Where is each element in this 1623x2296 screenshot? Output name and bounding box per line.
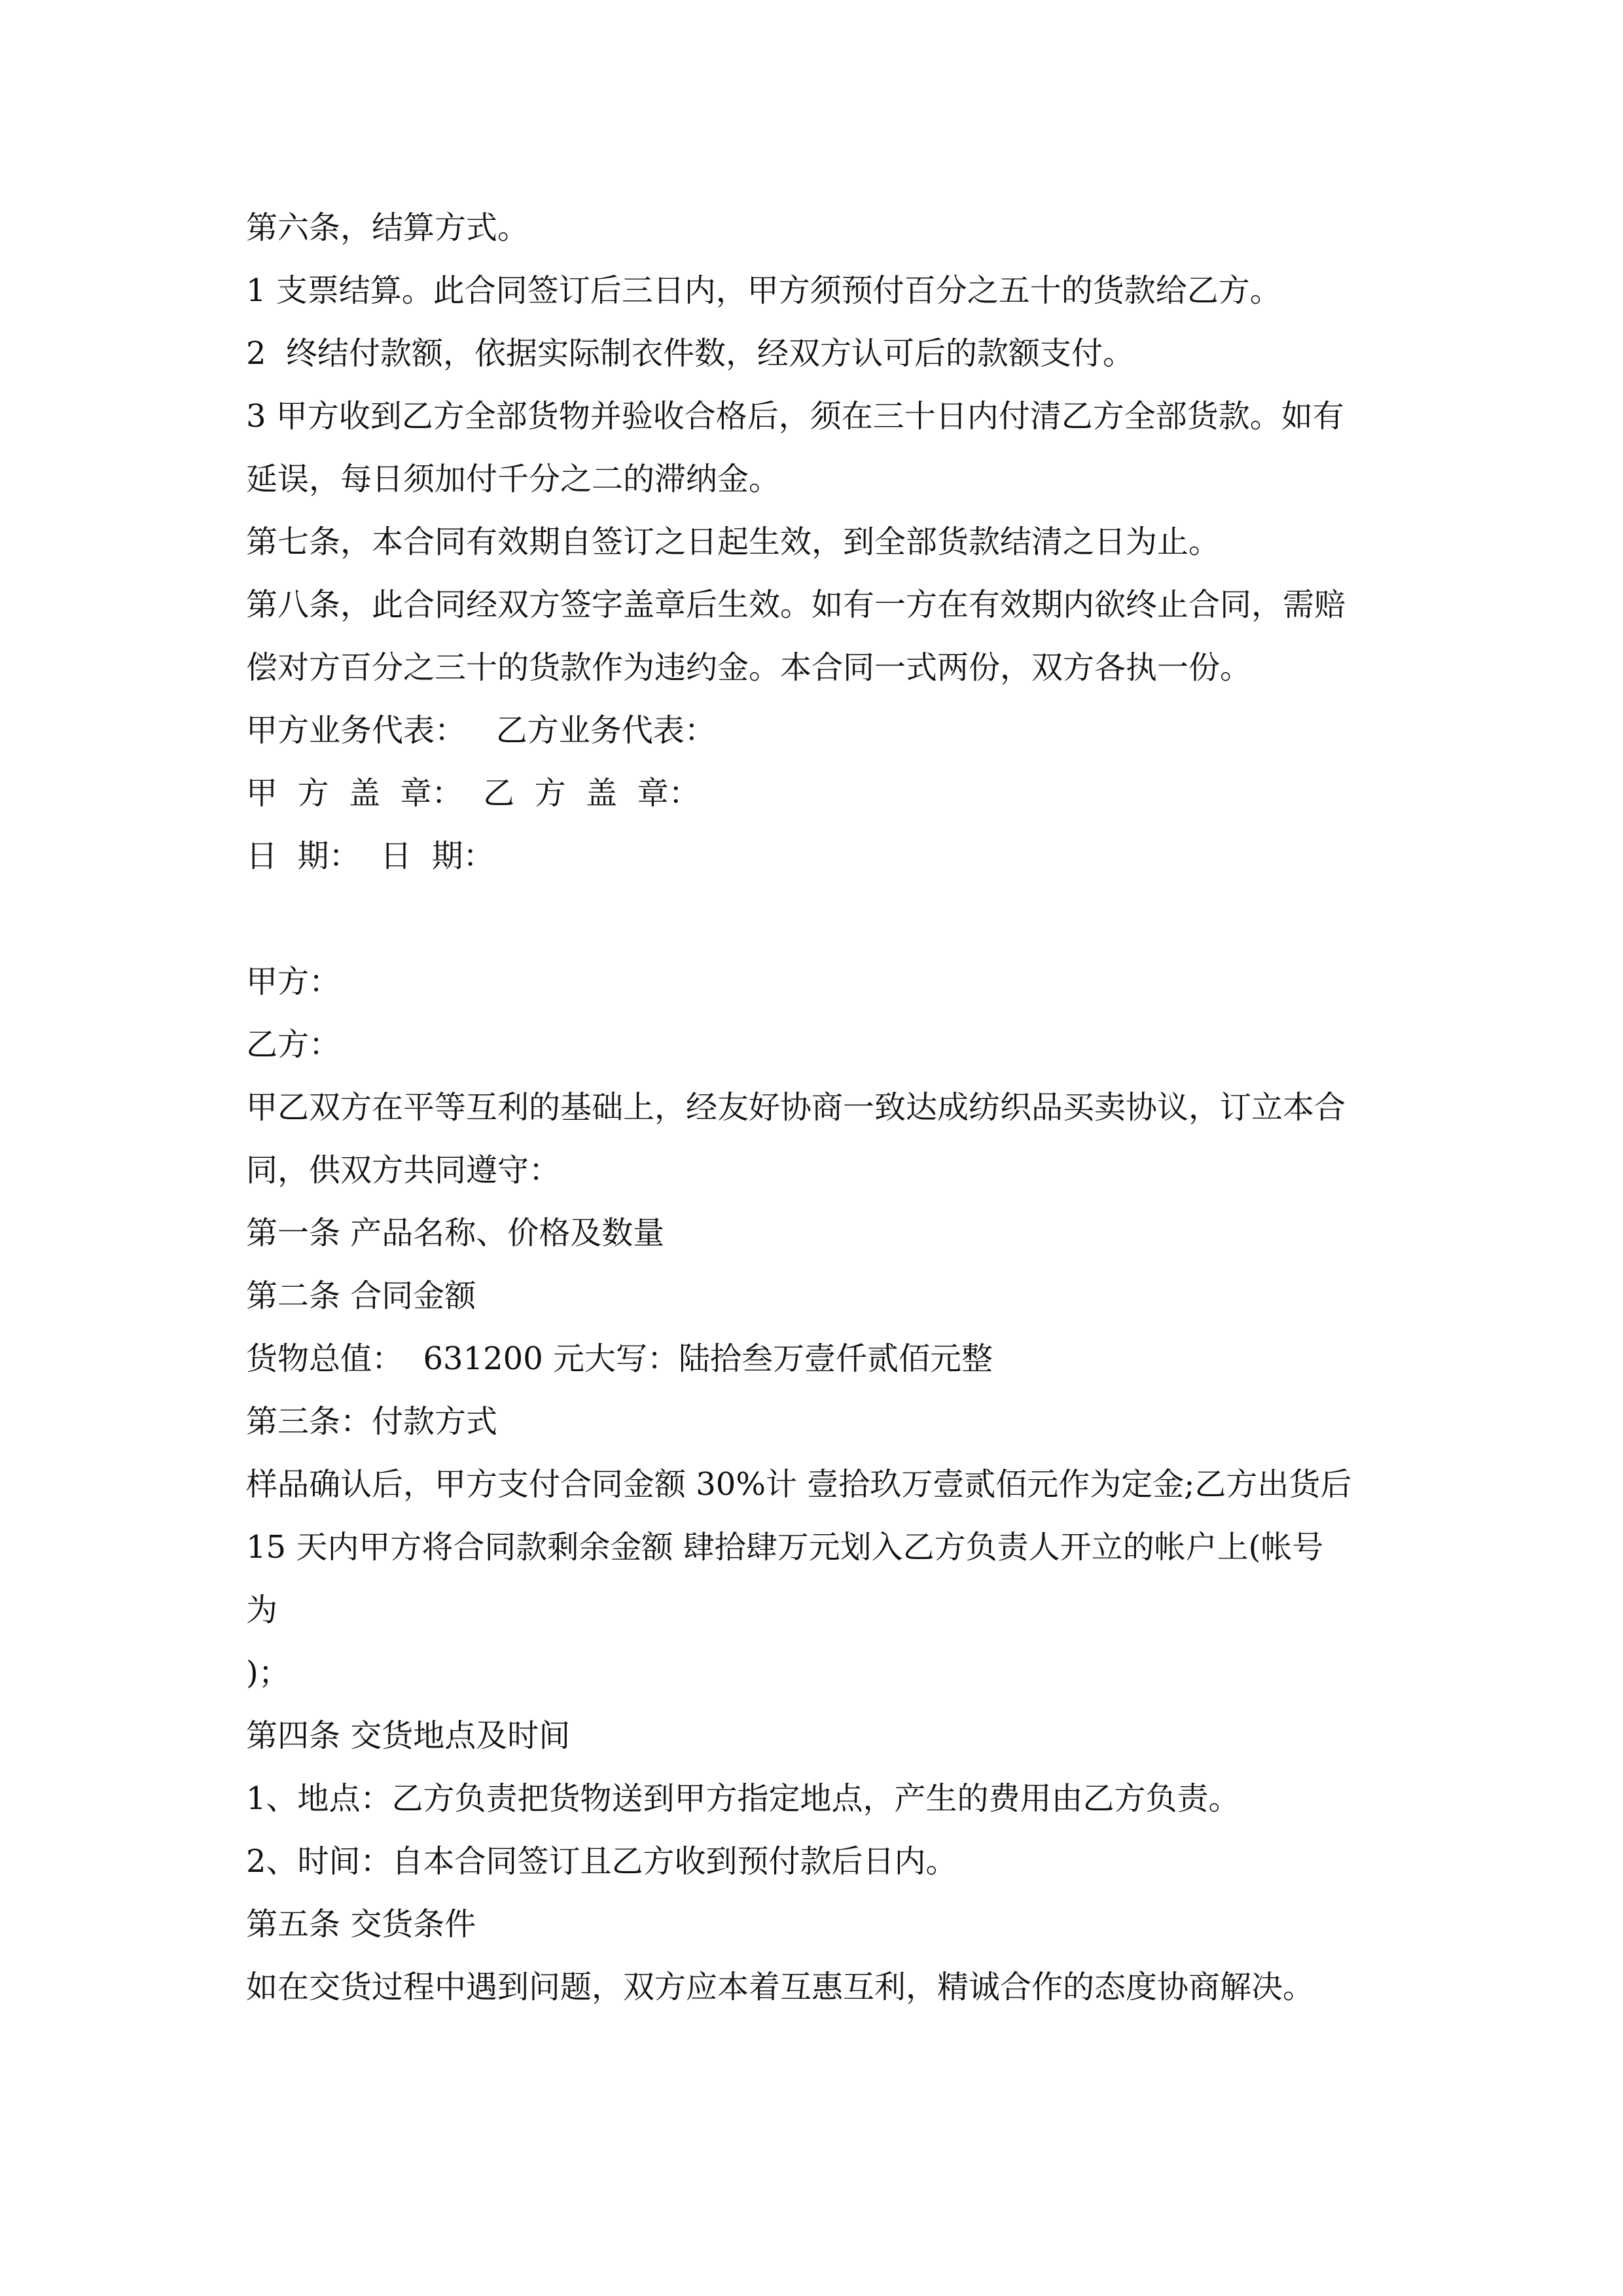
article-7: 第七条，本合同有效期自签订之日起生效，到全部货款结清之日为止。 (246, 524, 1221, 560)
business-representatives: 甲方业务代表： 乙方业务代表： (246, 712, 716, 749)
article-5-heading: 第五条 交货条件 (246, 1906, 476, 1943)
deposit-clause: 样品确认后，甲方支付合同金额 30%计 壹拾玖万壹贰佰元作为定金;乙方出货后 (246, 1466, 1352, 1503)
party-b-label: 乙方： (246, 1026, 341, 1063)
party-a-label: 甲方： (246, 963, 341, 1000)
article-8: 第八条，此合同经双方签字盖章后生效。如有一方在有效期内欲终止合同，需赔 (246, 586, 1346, 623)
payment-clause-3-continued: 延误，每日须加付千分之二的滞纳金。 (246, 461, 781, 497)
document-body (246, 196, 1385, 2018)
article-6-heading: 第六条，结算方式。 (246, 209, 529, 246)
party-seals: 甲 方 盖 章： 乙 方 盖 章： (246, 775, 700, 812)
total-goods-value: 货物总值： 631200 元大写：陆拾叁万壹仟贰佰元整 (246, 1340, 993, 1377)
contract-preamble-continued: 同，供双方共同遵守： (246, 1152, 561, 1189)
article-4-heading: 第四条 交货地点及时间 (246, 1717, 571, 1754)
article-3-heading: 第三条：付款方式 (246, 1403, 498, 1440)
article-1-heading: 第一条 产品名称、价格及数量 (246, 1215, 665, 1251)
payment-clause-1: 1 支票结算。此合同签订后三日内，甲方须预付百分之五十的货款给乙方。 (246, 272, 1281, 309)
account-number-label: 为 (246, 1592, 278, 1628)
article-2-heading: 第二条 合同金额 (246, 1278, 476, 1314)
delivery-location-clause: 1、地点：乙方负责把货物送到甲方指定地点，产生的费用由乙方负责。 (246, 1780, 1240, 1817)
account-number-close: )； (246, 1655, 290, 1691)
blank-gap (246, 888, 1385, 950)
signature-dates: 日 期： 日 期： (246, 838, 495, 874)
delivery-time-clause: 2、时间：自本合同签订且乙方收到预付款后日内。 (246, 1843, 957, 1880)
article-8-continued: 偿对方百分之三十的货款作为违约金。本合同一式两份，双方各执一份。 (246, 649, 1252, 686)
remaining-payment-clause: 15 天内甲方将合同款剩余金额 肆拾肆万元划入乙方负责人开立的帐户上(帐号 (246, 1529, 1324, 1566)
payment-clause-2: 2 终结付款额，依据实际制衣件数，经双方认可后的款额支付。 (246, 335, 1135, 372)
delivery-condition-clause: 如在交货过程中遇到问题，双方应本着互惠互利，精诚合作的态度协商解决。 (246, 1969, 1315, 2005)
contract-preamble: 甲乙双方在平等互利的基础上，经友好协商一致达成纺织品买卖协议，订立本合 (246, 1089, 1346, 1126)
payment-clause-3: 3 甲方收到乙方全部货物并验收合格后，须在三十日内付清乙方全部货款。如有 (246, 398, 1344, 435)
